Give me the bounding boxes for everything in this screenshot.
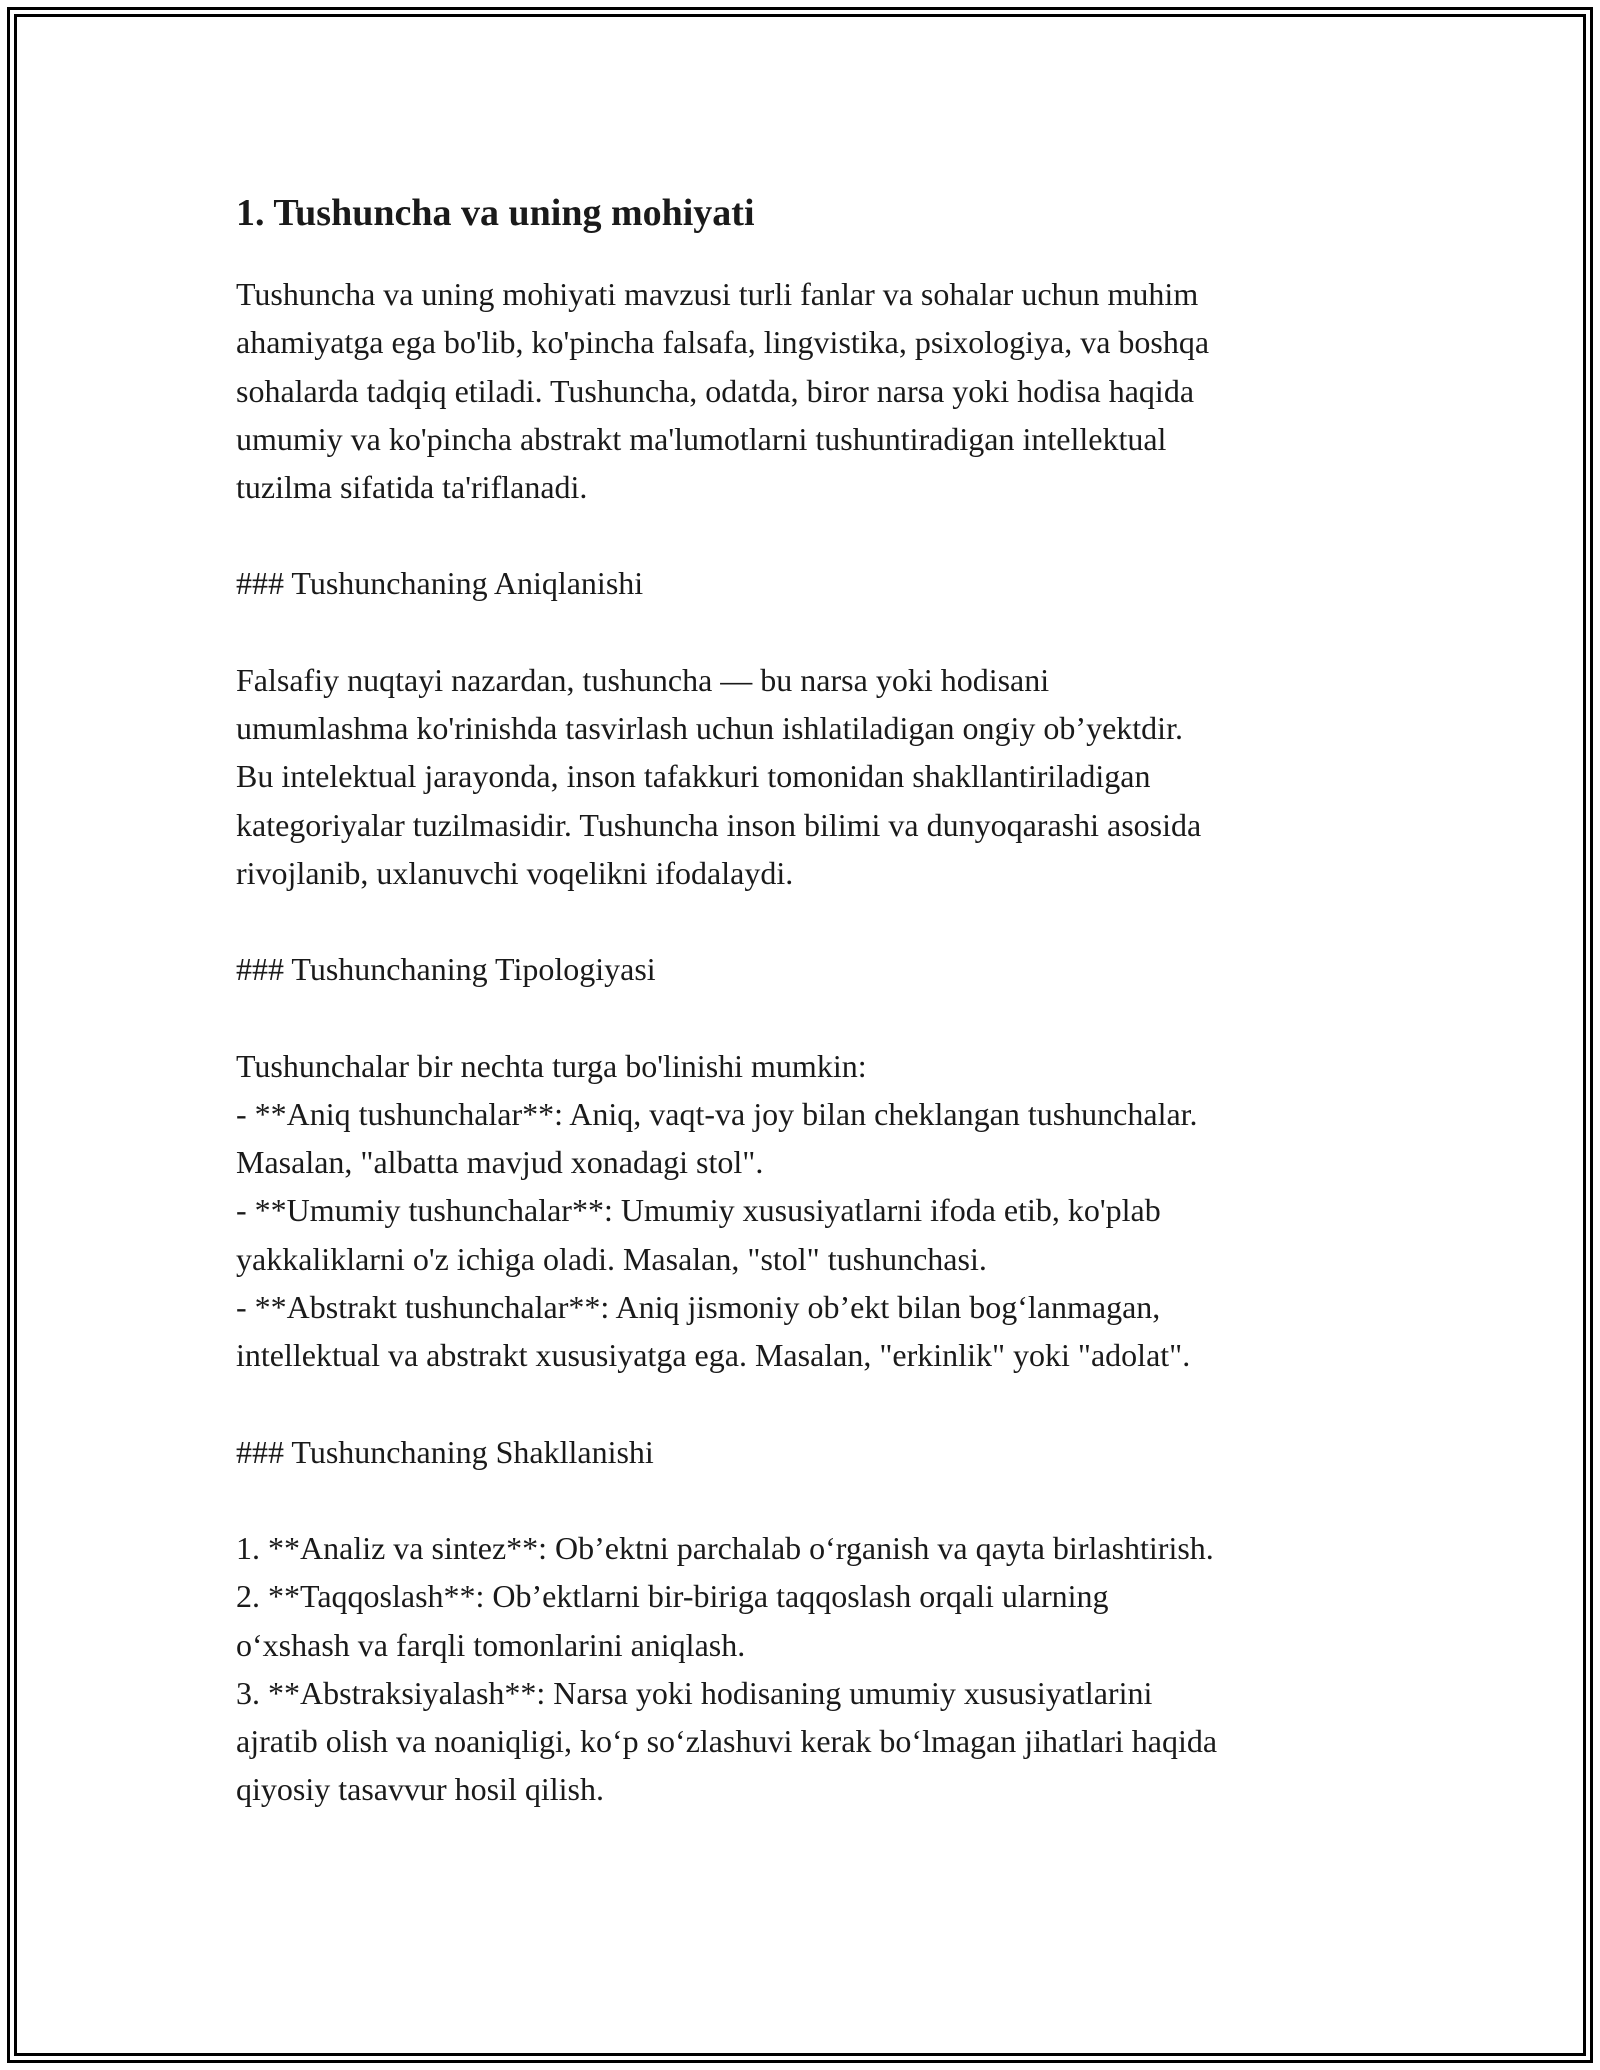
section-paragraph-aniqlanishi — [236, 656, 1416, 897]
text-line: Tushunchalar bir nechta turga bo'linishi mumkin: — [236, 1047, 867, 1084]
document-body — [236, 186, 1416, 1862]
list-item: 1. **Analiz va sintez**: Ob’ektni parchalab o‘rganish va qayta birlashtirish. — [236, 1529, 1214, 1566]
text-line: yakkaliklarni o'z ichiga oladi. Masalan, "stol" tushunchasi. — [236, 1240, 987, 1277]
list-item: - **Aniq tushunchalar**: Aniq, vaqt-va joy bilan cheklangan tushunchalar. — [236, 1095, 1198, 1132]
section-list-tipologiyasi — [236, 1042, 1416, 1380]
text-line: ajratib olish va noaniqligi, ko‘p so‘zlashuvi kerak bo‘lmagan jihatlari haqida — [236, 1723, 1218, 1760]
text-line: kategoriyalar tuzilmasidir. Tushuncha inson bilimi va dunyoqarashi asosida — [236, 806, 1202, 843]
section-heading-aniqlanishi: ### Tushunchaning Aniqlanishi — [236, 565, 644, 602]
text-line: tuzilma sifatida ta'riflanadi. — [236, 469, 588, 506]
text-line: intellektual va abstrakt xususiyatga ega. Masalan, "erkinlik" yoki "adolat". — [236, 1337, 1191, 1374]
section-list-shakllanishi — [236, 1524, 1416, 1814]
page-title: 1. Tushuncha va uning mohiyati — [236, 192, 755, 234]
list-item: - **Abstrakt tushunchalar**: Aniq jismoniy ob’ekt bilan bog‘lanmagan, — [236, 1289, 1161, 1326]
text-line: rivojlanib, uxlanuvchi voqelikni ifodalaydi. — [236, 854, 794, 891]
text-line: Bu intelektual jarayonda, inson tafakkuri tomonidan shakllantiriladigan — [236, 758, 1151, 795]
list-item: - **Umumiy tushunchalar**: Umumiy xususiyatlarni ifoda etib, ko'plab — [236, 1192, 1161, 1229]
text-line: Falsafiy nuqtayi nazardan, tushuncha — bu narsa yoki hodisani — [236, 661, 1050, 698]
text-line: sohalarda tadqiq etiladi. Tushuncha, odatda, biror narsa yoki hodisa haqida — [236, 372, 1195, 409]
text-line: Tushuncha va uning mohiyati mavzusi turli fanlar va sohalar uchun muhim — [236, 276, 1199, 312]
list-item: 2. **Taqqoslash**: Ob’ektlarni bir-biriga taqqoslash orqali ularning — [236, 1578, 1109, 1615]
text-line: umumiy va ko'pincha abstrakt ma'lumotlarni tushuntiradigan intellektual — [236, 420, 1167, 457]
section-heading-shakllanishi: ### Tushunchaning Shakllanishi — [236, 1433, 654, 1470]
intro-paragraph — [236, 270, 1416, 511]
text-line: qiyosiy tasavvur hosil qilish. — [236, 1771, 604, 1808]
text-line: Masalan, "albatta mavjud xonadagi stol". — [236, 1144, 764, 1181]
text-line: o‘xshash va farqli tomonlarini aniqlash. — [236, 1626, 746, 1663]
text-line: ahamiyatga ega bo'lib, ko'pincha falsafa, lingvistika, psixologiya, va boshqa — [236, 324, 1210, 361]
list-item: 3. **Abstraksiyalash**: Narsa yoki hodisaning umumiy xususiyatlarini — [236, 1674, 1153, 1711]
section-heading-tipologiyasi: ### Tushunchaning Tipologiyasi — [236, 951, 656, 988]
text-line: umumlashma ko'rinishda tasvirlash uchun ishlatiladigan ongiy ob’yektdir. — [236, 710, 1183, 747]
